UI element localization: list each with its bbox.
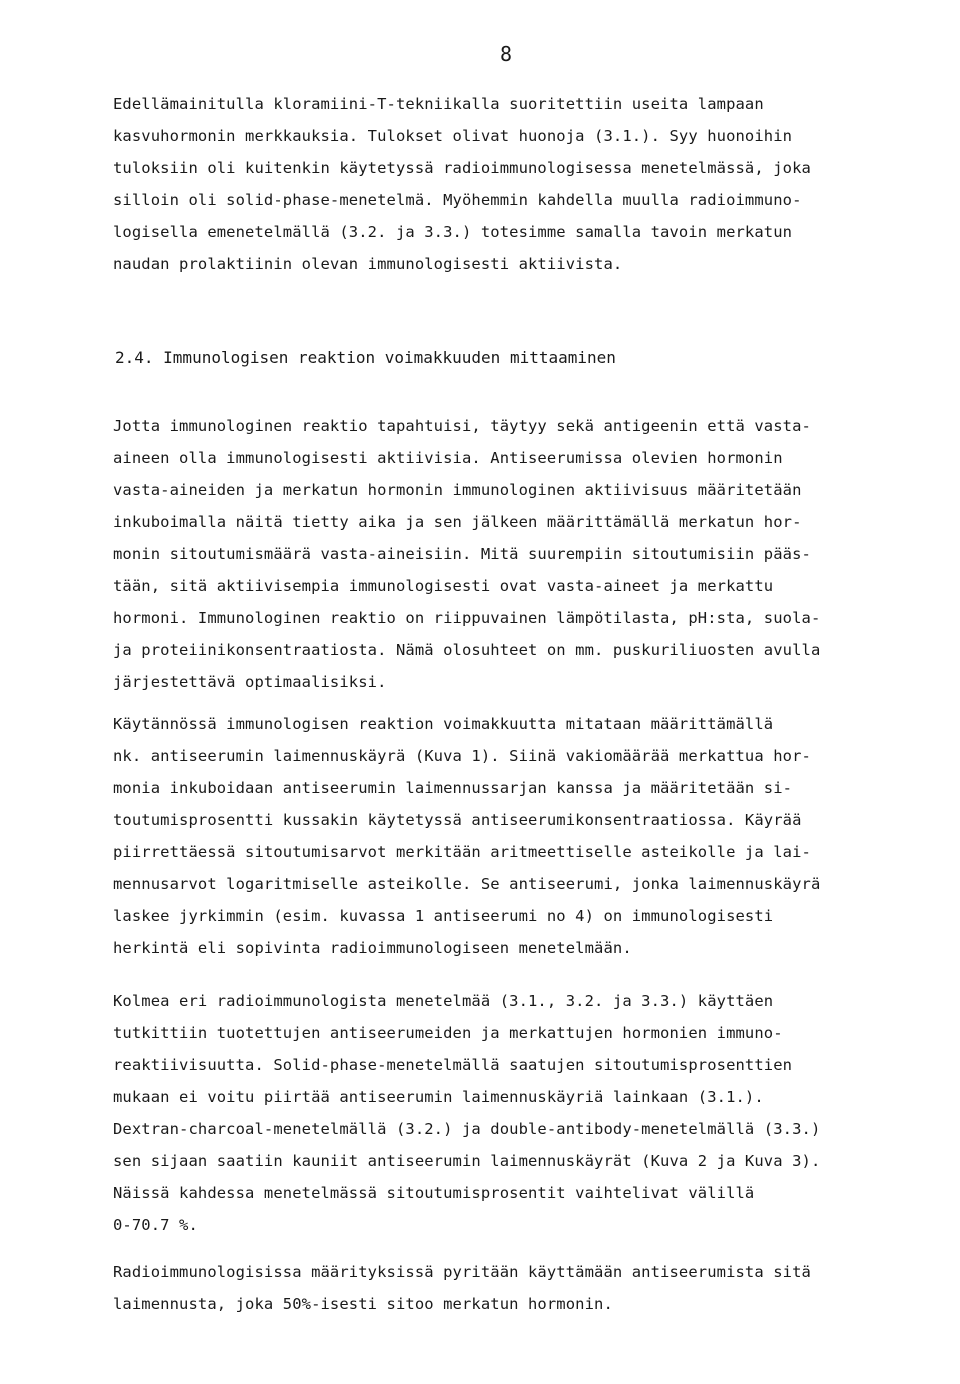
text-line: 0-70.7 %. bbox=[113, 1216, 198, 1234]
text-line: Näissä kahdessa menetelmässä sitoutumisprosentit vaihtelivat välillä bbox=[113, 1184, 755, 1202]
text-line: Edellämainitulla kloramiini-T-tekniikalla suoritettiin useita lampaan bbox=[113, 95, 764, 113]
text-line: Käytännössä immunologisen reaktion voimakkuutta mitataan määrittämällä bbox=[113, 715, 774, 733]
text-line: kasvuhormonin merkkauksia. Tulokset olivat huonoja (3.1.). Syy huonoihin bbox=[113, 127, 793, 145]
text-line: piirrettäessä sitoutumisarvot merkitään aritmeettiselle asteikolle ja lai- bbox=[113, 843, 811, 861]
text-line: Kolmea eri radioimmunologista menetelmää (3.1., 3.2. ja 3.3.) käyttäen bbox=[113, 992, 774, 1010]
text-line: aineen olla immunologisesti aktiivisia. Antiseerumissa olevien hormonin bbox=[113, 449, 783, 467]
section-heading: 2.4. Immunologisen reaktion voimakkuuden mittaaminen bbox=[115, 348, 616, 367]
paragraph-2 bbox=[113, 410, 913, 698]
text-line: laimennusta, joka 50%-isesti sitoo merkatun hormonin. bbox=[113, 1295, 613, 1313]
text-line: nk. antiseerumin laimennuskäyrä (Kuva 1). Siinä vakiomäärää merkattua hor- bbox=[113, 747, 811, 765]
text-line: inkuboimalla näitä tietty aika ja sen jälkeen määrittämällä merkatun hor- bbox=[113, 513, 802, 531]
text-line: sen sijaan saatiin kauniit antiseerumin laimennuskäyrät (Kuva 2 ja Kuva 3). bbox=[113, 1152, 821, 1170]
text-line: hormoni. Immunologinen reaktio on riippuvainen lämpötilasta, pH:sta, suola- bbox=[113, 609, 821, 627]
text-line: toutumisprosentti kussakin käytetyssä antiseerumikonsentraatiossa. Käyrää bbox=[113, 811, 802, 829]
text-line: laskee jyrkimmin (esim. kuvassa 1 antiseerumi no 4) on immunologisesti bbox=[113, 907, 774, 925]
text-line: ja proteiinikonsentraatiosta. Nämä olosuhteet on mm. puskuriliuosten avulla bbox=[113, 641, 821, 659]
text-line: mukaan ei voitu piirtää antiseerumin laimennuskäyriä lainkaan (3.1.). bbox=[113, 1088, 764, 1106]
text-line: Radioimmunologisissa määrityksissä pyritään käyttämään antiseerumista sitä bbox=[113, 1263, 811, 1281]
text-line: tuloksiin oli kuitenkin käytetyssä radioimmunologisessa menetelmässä, joka bbox=[113, 159, 811, 177]
text-line: logisella emenetelmällä (3.2. ja 3.3.) totesimme samalla tavoin merkatun bbox=[113, 223, 793, 241]
text-line: mennusarvot logaritmiselle asteikolle. Se antiseerumi, jonka laimennuskäyrä bbox=[113, 875, 821, 893]
text-line: herkintä eli sopivinta radioimmunologiseen menetelmään. bbox=[113, 939, 632, 957]
text-line: naudan prolaktiinin olevan immunologisesti aktiivista. bbox=[113, 255, 623, 273]
text-line: silloin oli solid-phase-menetelmä. Myöhemmin kahdella muulla radioimmuno- bbox=[113, 191, 802, 209]
paragraph-4 bbox=[113, 985, 913, 1241]
text-line: tään, sitä aktiivisempia immunologisesti ovat vasta-aineet ja merkattu bbox=[113, 577, 774, 595]
text-line: monin sitoutumismäärä vasta-aineisiin. Mitä suurempiin sitoutumisiin pääs- bbox=[113, 545, 811, 563]
text-line: Dextran-charcoal-menetelmällä (3.2.) ja double-antibody-menetelmällä (3.3.) bbox=[113, 1120, 821, 1138]
text-line: tutkittiin tuotettujen antiseerumeiden ja merkattujen hormonien immuno- bbox=[113, 1024, 783, 1042]
text-line: järjestettävä optimaalisiksi. bbox=[113, 673, 387, 691]
text-line: vasta-aineiden ja merkatun hormonin immunologinen aktiivisuus määritetään bbox=[113, 481, 802, 499]
paragraph-1 bbox=[113, 88, 913, 280]
page-number: 8 bbox=[500, 42, 513, 66]
paragraph-5 bbox=[113, 1256, 913, 1320]
text-line: monia inkuboidaan antiseerumin laimennussarjan kanssa ja määritetään si- bbox=[113, 779, 793, 797]
text-line: reaktiivisuutta. Solid-phase-menetelmällä saatujen sitoutumisprosenttien bbox=[113, 1056, 793, 1074]
paragraph-3 bbox=[113, 708, 913, 964]
text-line: Jotta immunologinen reaktio tapahtuisi, täytyy sekä antigeenin että vasta- bbox=[113, 417, 811, 435]
